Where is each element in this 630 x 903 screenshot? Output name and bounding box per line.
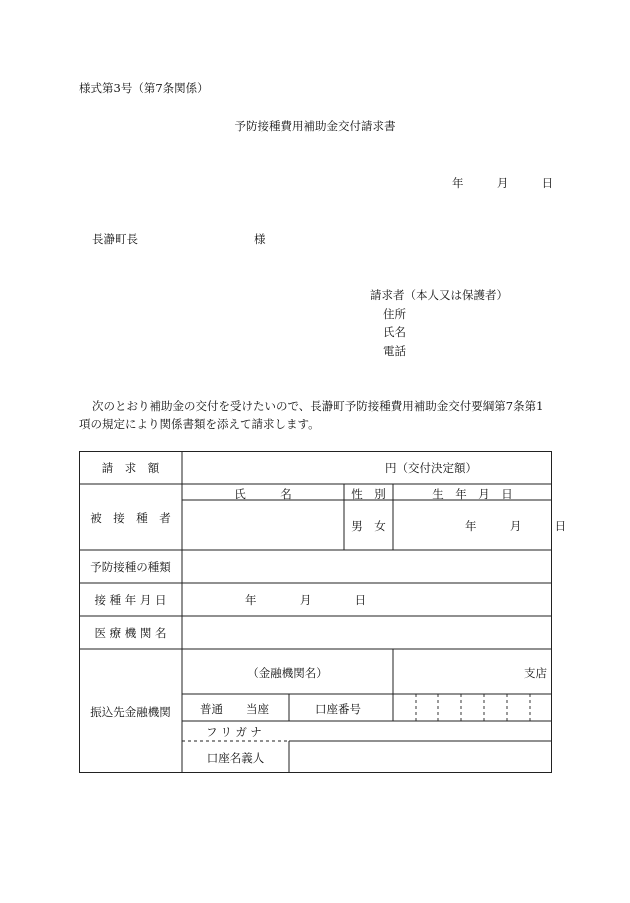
vac-day: 日 xyxy=(354,593,367,607)
date-line xyxy=(452,175,553,191)
vaccine-type-label: 予防接種の種類 xyxy=(90,560,171,574)
account-type-ordinary: 普通 xyxy=(200,702,223,716)
col-name-header: 氏 名 xyxy=(234,487,292,501)
furigana-label: フリガナ xyxy=(206,725,266,739)
bank-label: 振込先金融機関 xyxy=(90,705,171,719)
birth-date-fields xyxy=(465,518,566,534)
claim-amount-unit: 円（交付決定額） xyxy=(385,461,477,475)
requester-address-label: 住所 xyxy=(383,307,406,321)
body-line-1: 次のとおり補助金の交付を受けたいので、長瀞町予防接種費用補助金交付要綱第7条第1 xyxy=(92,399,544,413)
vaccination-date-label: 接 種 年 月 日 xyxy=(94,593,167,607)
addressee-name: 長瀞町長 xyxy=(92,232,138,246)
account-type-current: 当座 xyxy=(246,702,269,716)
account-holder-label: 口座名義人 xyxy=(206,751,265,765)
requester-heading: 請求者（本人又は保護者） xyxy=(370,288,508,302)
vaccination-date-fields xyxy=(245,592,366,608)
birth-day: 日 xyxy=(554,519,567,533)
branch-label: 支店 xyxy=(524,666,547,680)
requester-name-label: 氏名 xyxy=(383,325,406,339)
date-month: 月 xyxy=(496,176,509,190)
vac-month: 月 xyxy=(299,593,312,607)
requester-phone-label: 電話 xyxy=(383,344,406,358)
form-number: 様式第3号（第7条関係） xyxy=(79,81,209,95)
claim-amount-label: 請 求 額 xyxy=(101,461,160,475)
institution-label: 医 療 機 関 名 xyxy=(94,626,167,640)
col-birth-header: 生 年 月 日 xyxy=(432,487,513,501)
recipient-label: 被 接 種 者 xyxy=(90,511,171,525)
bank-name-label: （金融機関名） xyxy=(247,666,328,680)
birth-year: 年 xyxy=(465,519,477,533)
sex-options: 男 女 xyxy=(351,519,386,533)
account-number-label: 口座番号 xyxy=(315,702,361,716)
col-sex-header: 性 別 xyxy=(351,487,386,501)
date-year: 年 xyxy=(452,176,464,190)
birth-month: 月 xyxy=(509,519,522,533)
addressee-honorific: 様 xyxy=(254,232,266,246)
form-title: 予防接種費用補助金交付請求書 xyxy=(234,119,396,133)
vac-year: 年 xyxy=(245,593,257,607)
body-line-2: 項の規定により関係書類を添えて請求します。 xyxy=(79,417,320,431)
claim-form-table xyxy=(79,451,567,773)
date-day: 日 xyxy=(541,176,554,190)
